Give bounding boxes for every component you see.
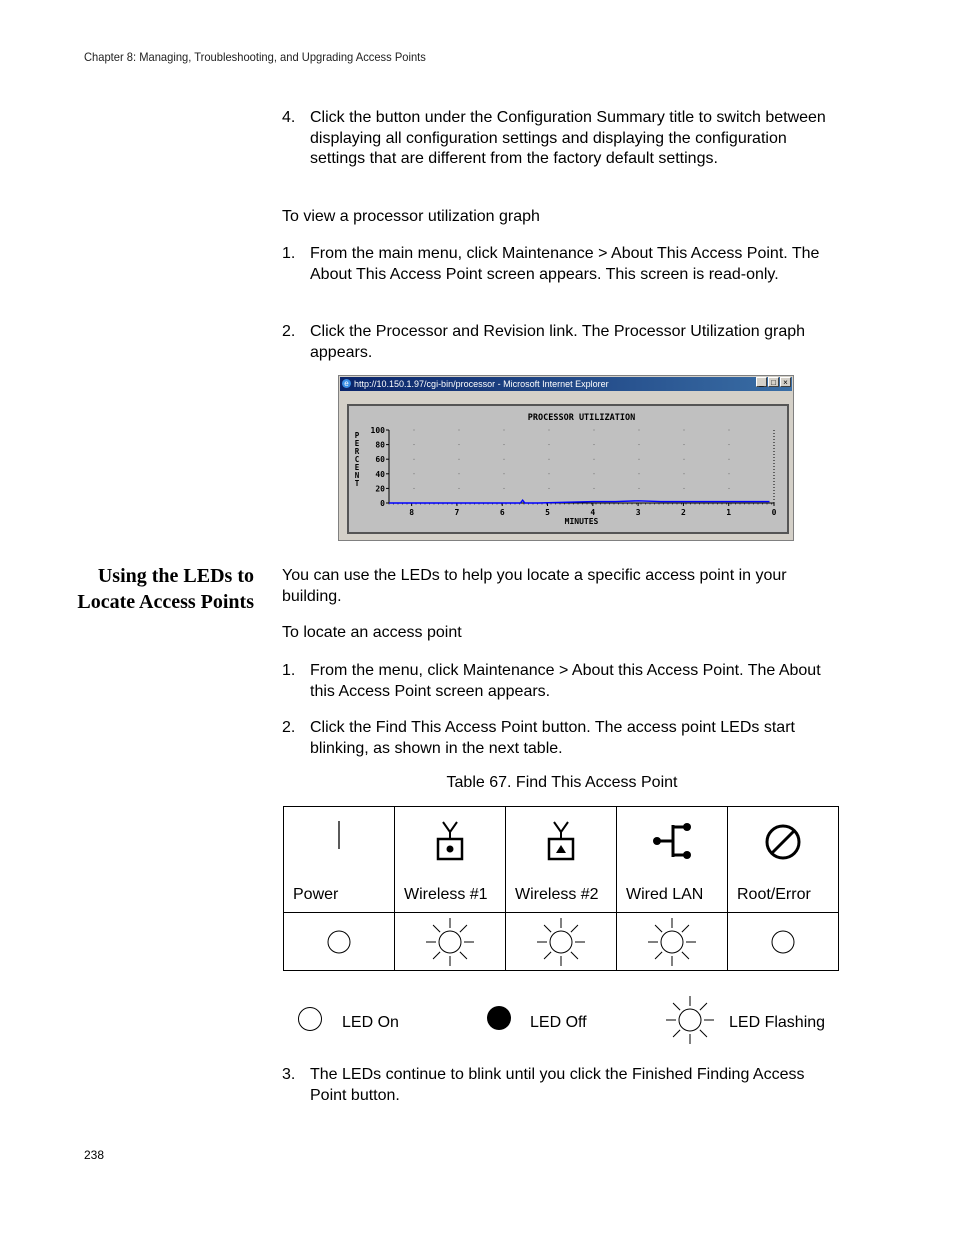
y-tick-label: 80	[375, 440, 385, 450]
legend-off-label: LED Off	[530, 1014, 587, 1031]
led-flashing-icon	[533, 918, 589, 966]
step-text: From the menu, click Maintenance > About this Access Point. The About this Access Point screen appears.	[310, 662, 821, 700]
grid-dot	[504, 473, 505, 474]
led-table	[283, 806, 839, 971]
grid-dot	[684, 473, 685, 474]
state-cell	[728, 913, 839, 971]
y-tick-label: 0	[380, 499, 385, 508]
grid-dot	[549, 430, 550, 431]
grid-dot	[729, 473, 730, 474]
x-tick-label: 4	[590, 508, 596, 517]
table-state-row	[284, 913, 839, 971]
grid-dot	[729, 444, 730, 445]
step-number: 2.	[282, 323, 296, 340]
grid-dot	[729, 459, 730, 460]
y-tick-label: 60	[375, 455, 385, 465]
processor-utilization-screenshot	[338, 375, 794, 541]
network-branch-icon	[649, 817, 695, 863]
minimize-button[interactable]: _	[756, 377, 767, 387]
column-name: Wireless #2	[515, 886, 599, 903]
led-flashing-icon	[644, 918, 700, 966]
x-axis-label: MINUTES	[564, 517, 599, 526]
window-titlebar	[340, 377, 792, 391]
grid-dot	[414, 473, 415, 474]
grid-dot	[459, 444, 460, 445]
column-name: Wired LAN	[626, 886, 704, 903]
column-power	[284, 807, 395, 913]
step-text: Click the button under the Configuration Summary title to switch between displaying all configuration settings and displaying the configuration settings that are different from the factory default settings.	[310, 109, 826, 167]
state-cell	[395, 913, 506, 971]
grid-dot	[414, 488, 415, 489]
grid-dot	[504, 444, 505, 445]
y-axis-label-char: C	[354, 455, 360, 464]
maximize-button[interactable]: □	[768, 377, 779, 387]
browser-icon: e	[342, 379, 351, 388]
led-flashing-icon	[422, 918, 478, 966]
legend-on-label: LED On	[342, 1014, 399, 1031]
grid-dot	[504, 430, 505, 431]
window-title: http://10.150.1.97/cgi-bin/processor - Microsoft Internet Explorer	[354, 379, 609, 389]
step-text: The LEDs continue to blink until you click the Finished Finding Access Point button.	[310, 1066, 805, 1104]
table-caption: Table 67. Find This Access Point	[446, 774, 678, 791]
antenna-triangle-icon	[541, 817, 581, 863]
y-axis-label-char: N	[354, 471, 360, 480]
antenna-circle-icon	[430, 817, 470, 863]
chapter-header: Chapter 8: Managing, Troubleshooting, and Upgrading Access Points	[84, 50, 426, 64]
grid-dot	[414, 430, 415, 431]
state-cell	[284, 913, 395, 971]
step-number: 1.	[282, 245, 296, 262]
page-number: 238	[84, 1148, 105, 1162]
grid-dot	[594, 488, 595, 489]
x-tick-label: 6	[499, 508, 505, 517]
procedure-heading: To locate an access point	[282, 624, 462, 641]
prohibited-icon	[760, 817, 806, 863]
grid-dot	[459, 488, 460, 489]
y-tick-label: 20	[375, 484, 385, 494]
grid-dot	[594, 459, 595, 460]
state-cell	[506, 913, 617, 971]
grid-dot	[684, 488, 685, 489]
grid-dot	[549, 444, 550, 445]
column-name: Wireless #1	[404, 886, 488, 903]
grid-dot	[459, 459, 460, 460]
step-text: Click the Processor and Revision link. The Processor Utilization graph appears.	[310, 323, 806, 361]
close-button[interactable]: ×	[780, 377, 791, 387]
grid-dot	[639, 459, 640, 460]
y-tick-label: 40	[375, 469, 385, 479]
legend-flashing-label: LED Flashing	[729, 1014, 826, 1031]
y-axis-label-char: E	[354, 439, 360, 448]
grid-dot	[639, 430, 640, 431]
grid-dot	[504, 488, 505, 489]
intro-paragraph: You can use the LEDs to help you locate a specific access point in your building.	[282, 567, 787, 605]
led-on-icon	[324, 927, 354, 957]
column-root-error	[728, 807, 839, 913]
grid-dot	[639, 473, 640, 474]
table-header-row	[284, 807, 839, 913]
led-on-icon	[768, 927, 798, 957]
grid-dot	[414, 444, 415, 445]
y-axis-label-char: T	[354, 479, 360, 488]
grid-dot	[639, 488, 640, 489]
x-tick-label: 7	[454, 508, 460, 517]
y-tick-label: 100	[370, 426, 385, 435]
grid-dot	[594, 444, 595, 445]
column-name: Power	[293, 886, 339, 903]
step-text: From the main menu, click Maintenance > About This Access Point. The About This Access Point screen appears. This screen is read-only.	[310, 245, 820, 283]
column-name: Root/Error	[737, 886, 811, 903]
chart-title: PROCESSOR UTILIZATION	[527, 413, 636, 423]
column-wireless-2	[506, 807, 617, 913]
grid-dot	[594, 473, 595, 474]
step-number: 1.	[282, 662, 296, 679]
grid-dot	[729, 430, 730, 431]
state-cell	[617, 913, 728, 971]
grid-dot	[549, 459, 550, 460]
column-wireless-1	[395, 807, 506, 913]
grid-dot	[729, 488, 730, 489]
x-tick-label: 5	[545, 508, 550, 517]
grid-dot	[459, 430, 460, 431]
window-buttons	[756, 377, 791, 387]
step-number: 3.	[282, 1066, 296, 1083]
step-number: 4.	[282, 109, 296, 126]
grid-dot	[549, 488, 550, 489]
grid-dot	[684, 430, 685, 431]
y-axis-label-char: P	[354, 431, 360, 440]
step-text: Click the Find This Access Point button. The access point LEDs start blinking, as shown in the next table.	[310, 719, 795, 757]
power-line-icon	[319, 817, 359, 857]
legend-led-off-icon	[483, 1003, 515, 1035]
x-tick-label: 8	[409, 508, 415, 517]
y-axis-label-char: E	[354, 463, 360, 472]
grid-dot	[684, 444, 685, 445]
x-tick-label: 2	[680, 508, 686, 517]
chart-canvas	[347, 404, 789, 534]
legend-led-on-icon	[294, 1004, 326, 1036]
grid-dot	[459, 473, 460, 474]
legend-led-flashing-icon	[662, 996, 718, 1044]
grid-dot	[594, 430, 595, 431]
grid-dot	[414, 459, 415, 460]
section-heading: Using the LEDs to Locate Access Points	[77, 565, 254, 613]
x-tick-label: 1	[726, 508, 732, 517]
grid-dot	[639, 444, 640, 445]
grid-dot	[684, 459, 685, 460]
step-number: 2.	[282, 719, 296, 736]
grid-dot	[549, 473, 550, 474]
x-tick-label: 3	[635, 508, 641, 517]
grid-dot	[504, 459, 505, 460]
y-axis-label-char: R	[354, 447, 360, 456]
procedure-heading: To view a processor utilization graph	[282, 208, 540, 225]
column-wired-lan	[617, 807, 728, 913]
x-tick-label: 0	[771, 508, 777, 517]
processor-chart	[349, 406, 787, 532]
